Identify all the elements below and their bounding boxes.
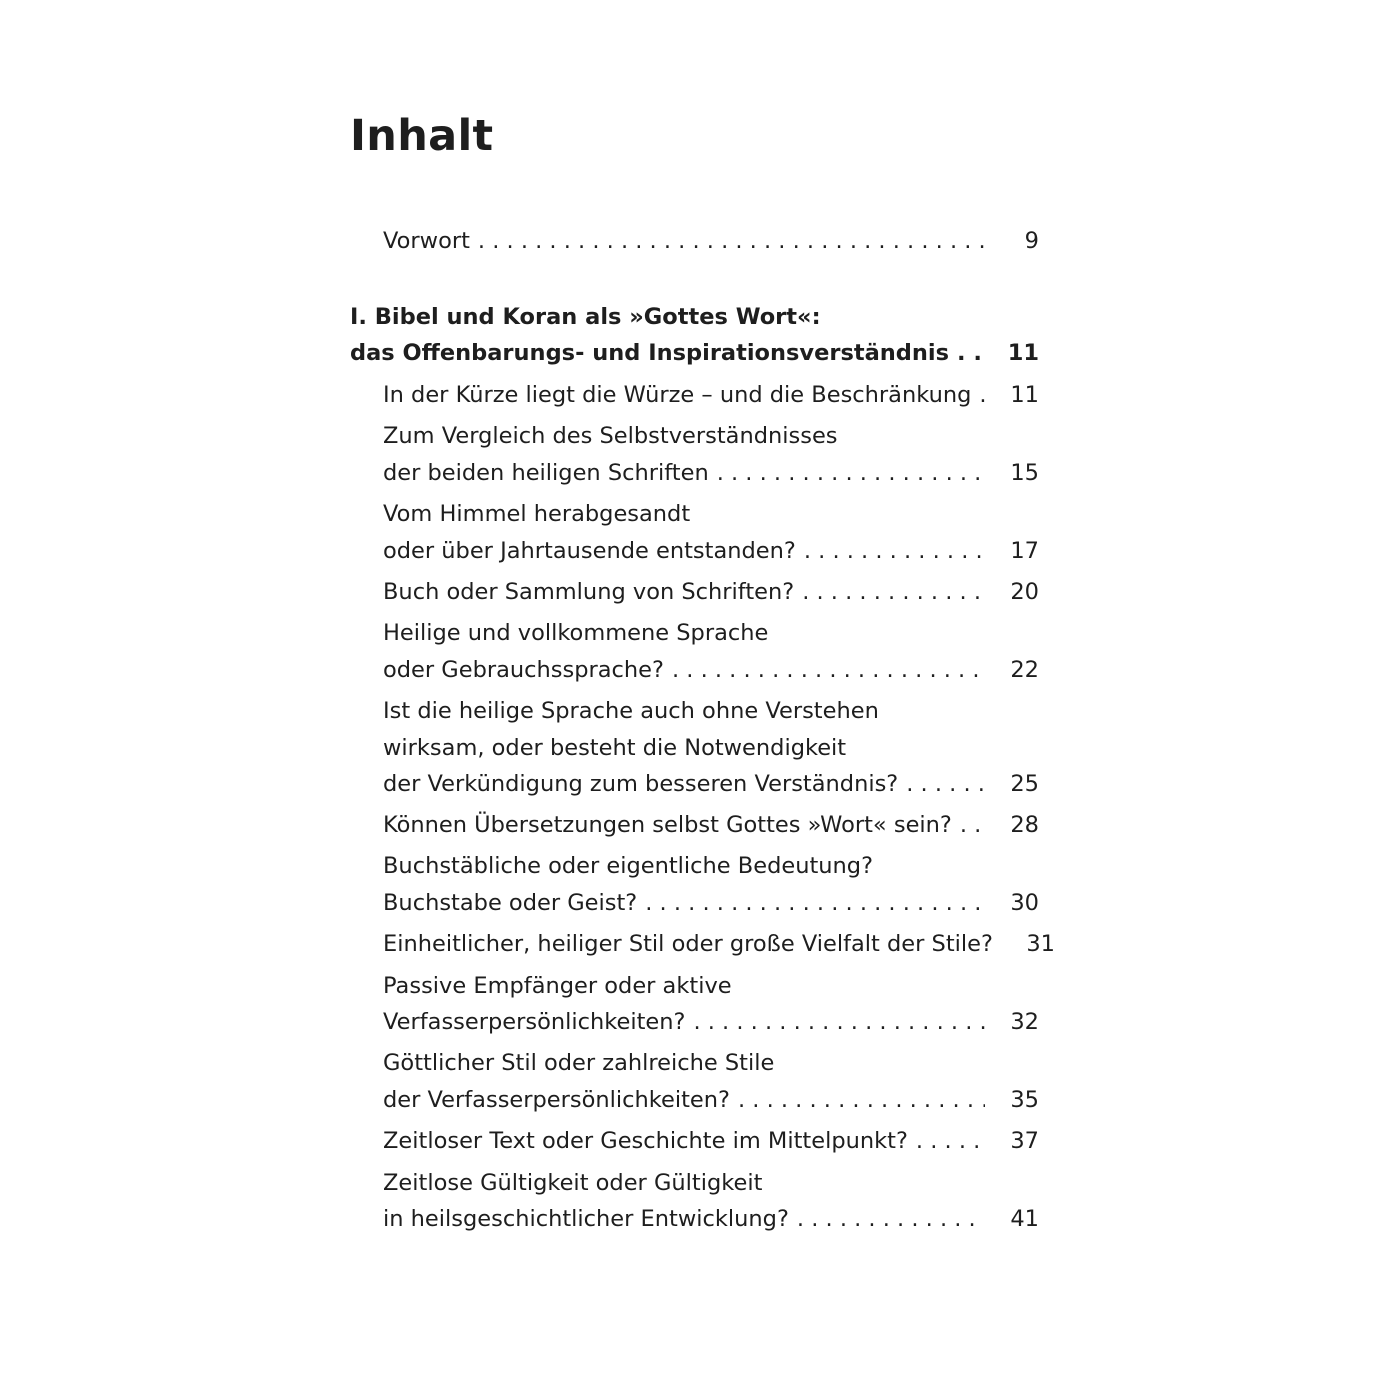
toc-entry-title: Verfasserpersönlichkeiten? — [383, 1009, 686, 1035]
dot-leader — [804, 536, 985, 566]
toc-entry-chapter-1 — [350, 338, 1039, 368]
toc-page-number: 22 — [1010, 657, 1039, 683]
toc-entry-title: Passive Empfänger oder aktive — [383, 973, 732, 999]
toc-entry-title: Vorwort — [383, 228, 470, 254]
toc-entry-title: Buch oder Sammlung von Schriften? — [383, 579, 795, 605]
toc-entry-title: Heilige und vollkommene Sprache — [383, 620, 769, 646]
toc-entry — [383, 536, 1039, 566]
dot-leader — [916, 1126, 985, 1156]
dot-leader — [957, 338, 985, 368]
toc-entry — [383, 929, 1055, 959]
toc-entry — [383, 655, 1039, 685]
toc-entry — [383, 577, 1039, 607]
toc-page-number: 37 — [1010, 1128, 1039, 1154]
dot-leader — [672, 655, 985, 685]
toc-page-number: 25 — [1010, 771, 1039, 797]
toc-entry — [383, 810, 1039, 840]
toc-entry-title: oder über Jahrtausende entstanden? — [383, 538, 796, 564]
toc-page-number: 17 — [1010, 538, 1039, 564]
toc-entry — [383, 769, 1039, 799]
toc-entry-vorwort — [383, 226, 1039, 256]
toc-page-number: 41 — [1010, 1206, 1039, 1232]
dot-leader — [717, 458, 985, 488]
toc-page-number: 30 — [1010, 890, 1039, 916]
toc-entry-title: Ist die heilige Sprache auch ohne Verstehen — [383, 698, 879, 724]
dot-leader — [802, 577, 985, 607]
page-title: Inhalt — [350, 111, 494, 161]
toc-entry-title: der Verfasserpersönlichkeiten? — [383, 1087, 730, 1113]
toc-entry-title: Göttlicher Stil oder zahlreiche Stile — [383, 1050, 775, 1076]
toc-entry-title: In der Kürze liegt die Würze – und die Beschränkung — [383, 382, 972, 408]
dot-leader — [960, 810, 985, 840]
toc-page-number: 28 — [1010, 812, 1039, 838]
toc-page-number: 11 — [1007, 340, 1039, 366]
chapter-title-line: das Offenbarungs- und Inspirationsverständnis — [350, 340, 950, 366]
toc-entry-title: Einheitlicher, heiliger Stil oder große Vielfalt der Stile? — [383, 931, 993, 957]
toc-page-number: 9 — [1024, 228, 1039, 254]
toc-entry-title: Können Übersetzungen selbst Gottes »Wort« sein? — [383, 812, 952, 838]
chapter-title-line: I. Bibel und Koran als »Gottes Wort«: — [350, 304, 821, 330]
toc-entry-title: Buchstäbliche oder eigentliche Bedeutung? — [383, 853, 874, 879]
toc-page-number: 32 — [1010, 1009, 1039, 1035]
toc-entry-title: wirksam, oder besteht die Notwendigkeit — [383, 735, 847, 761]
toc-entry-title: Vom Himmel herabgesandt — [383, 501, 691, 527]
toc-page-number: 15 — [1010, 460, 1039, 486]
toc-entry — [383, 458, 1039, 488]
toc-entry-title: in heilsgeschichtlicher Entwicklung? — [383, 1206, 789, 1232]
toc-page-number: 31 — [1026, 931, 1055, 957]
toc-page-number: 11 — [1010, 382, 1039, 408]
dot-leader — [738, 1085, 985, 1115]
toc-entry — [383, 888, 1039, 918]
toc-entry-title: Buchstabe oder Geist? — [383, 890, 638, 916]
toc-entry — [383, 1085, 1039, 1115]
toc-entry-title: Zum Vergleich des Selbstverständnisses — [383, 423, 838, 449]
dot-leader — [645, 888, 985, 918]
toc-entry-title: oder Gebrauchssprache? — [383, 657, 664, 683]
toc-entry — [383, 1126, 1039, 1156]
dot-leader — [906, 769, 985, 799]
toc-entry — [383, 380, 1039, 410]
toc-entry-title: Zeitloser Text oder Geschichte im Mittelpunkt? — [383, 1128, 908, 1154]
dot-leader — [797, 1204, 985, 1234]
toc-entry — [383, 1204, 1039, 1234]
toc-page-number: 20 — [1010, 579, 1039, 605]
dot-leader — [693, 1007, 985, 1037]
toc-entry-title: Zeitlose Gültigkeit oder Gültigkeit — [383, 1170, 763, 1196]
toc-entry — [383, 1007, 1039, 1037]
toc-entry-title: der Verkündigung zum besseren Verständnis? — [383, 771, 899, 797]
toc-entry-title: der beiden heiligen Schriften — [383, 460, 709, 486]
toc-page-number: 35 — [1010, 1087, 1039, 1113]
dot-leader — [478, 226, 985, 256]
